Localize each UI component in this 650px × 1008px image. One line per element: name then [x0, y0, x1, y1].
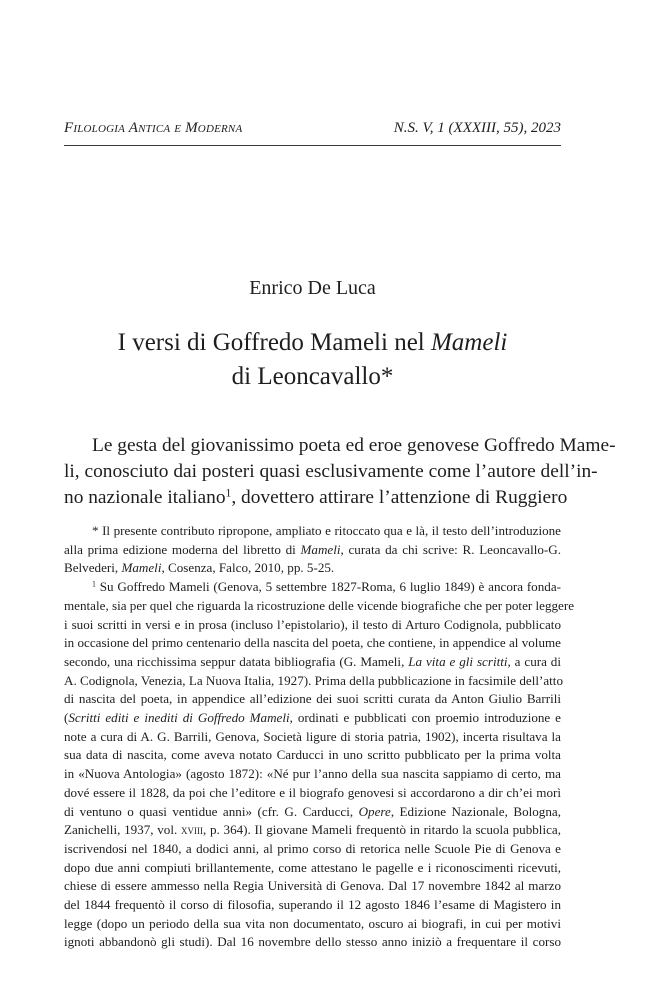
footnote-italic: Scritti editi e inediti di Goffredo Mameli	[68, 710, 290, 726]
footnote-line: note a cura di A. G. Barrili, Genova, Società ligure di storia patria, 1902), incerta risultava la	[64, 728, 561, 744]
footnote-text: , curata da chi scrive: R. Leoncavallo-G.	[340, 541, 561, 557]
footnote-line: legge (dopo un periodo della sua vita non documentato, oscuro ai biografi, in cui per motivi	[64, 915, 561, 931]
footnote-line: sua data di nascita, come aveva notato Carducci in uno scritto pubblicato per la prima volta	[64, 747, 561, 763]
footnote-line: dopo due anni compiuti brillantemente, come attestano le pagelle e i riconoscimenti ricevuti,	[64, 859, 561, 875]
footnote-line	[64, 709, 561, 728]
footnote-italic: Opere	[358, 803, 391, 819]
footnote-text: Zanichelli, 1937, vol.	[64, 822, 181, 838]
footnote-line: A. Codignola, Venezia, La Nuova Italia, 1927). Prima della pubblicazione in facsimile dell’atto	[64, 672, 563, 688]
footnote-italic: La vita e gli scritti	[408, 653, 508, 669]
footnotes	[64, 522, 575, 952]
footnote-ref: 1	[225, 486, 232, 500]
title-italic: Mameli	[430, 329, 508, 356]
body-line	[64, 485, 568, 511]
footnote-line: iscrivendosi nel 1840, a dodici anni, al primo corso di retorica nelle Scuole Pie di Genova e	[64, 840, 561, 856]
body-line: Le gesta del giovanissimo poeta ed eroe genovese Goffredo Mame-	[92, 435, 616, 456]
footnote-line: del 1844 frequentò il corso di filosofia, superando il 12 agosto 1846 l’esame di Magistero in	[64, 897, 561, 913]
footnote-text: alla prima edizione moderna del libretto di	[64, 541, 301, 557]
footnote-text: Su Goffredo Mameli (Genova, 5 settembre 1827-Roma, 6 luglio 1849) è ancora fonda-	[95, 579, 561, 595]
body-line: li, conosciuto dai posteri quasi esclusivamente come l’autore dell’in-	[64, 461, 598, 482]
footnote-text: secondo, una ricchissima seppur datata bibliografia (G. Mameli,	[64, 653, 409, 669]
footnote-text: Belvederi,	[64, 560, 122, 576]
footnote-italic: Mameli	[121, 560, 162, 576]
title-line-1	[64, 326, 561, 360]
footnote-text: , p. 364). Il giovane Mameli frequentò in ritardo la scuola pubblica,	[202, 822, 561, 838]
title-line-2: di Leoncavallo*	[231, 363, 394, 390]
footnote-line	[64, 541, 561, 560]
running-head	[64, 116, 561, 140]
footnote-line: in occasione del primo centenario della nascita del poeta, che contiene, in appendice al volume	[64, 635, 561, 651]
footnote-line: * Il presente contributo ripropone, ampliato e ritoccato qua e là, il testo dell’introduzione	[92, 523, 561, 538]
header-rule	[64, 145, 561, 146]
body-text: no nazionale italiano	[64, 487, 226, 508]
article-title	[64, 326, 561, 394]
footnote-text: , Edizione Nazionale, Bologna,	[390, 803, 561, 819]
title-text: I versi di Goffredo Mameli nel	[117, 329, 431, 356]
footnote-line	[64, 578, 561, 597]
footnote-text: , Cosenza, Falco, 2010, pp. 5-25.	[161, 560, 335, 576]
article-author: Enrico De Luca	[249, 277, 376, 299]
footnote-italic: Mameli	[300, 541, 341, 557]
footnote-line	[64, 559, 561, 578]
footnote-line: ignoti abbandonò gli studi). Dal 16 novembre dello stesso anno iniziò a frequentare il corso	[64, 934, 561, 950]
footnote-line: dové essere il 1828, da poi che l’editore e il biografo genovesi si accordarono a dir ch’ei morì	[64, 784, 561, 800]
footnote-number: 1	[92, 579, 96, 589]
body-paragraph	[64, 433, 616, 511]
footnote-line: chiese di essere ammesso nella Regia Università di Genova. Dal 17 novembre 1842 al marzo	[64, 878, 561, 894]
footnote-text: , ordinati e pubblicati con proemio introduzione e	[289, 710, 561, 726]
footnote-smallcaps: xviii	[180, 822, 203, 838]
footnote-line: mentale, sia per quel che riguarda la ricostruzione delle vicende biografiche che per poter leggere	[64, 597, 575, 613]
footnote-text: di ventuno o quasi ventidue anni» (cfr. G. Carducci,	[64, 803, 359, 819]
footnote-text: , a cura di	[507, 653, 561, 669]
footnote-line: in «Nuova Antologia» (agosto 1872): «Né pur l’anno della sua nascita sappiamo di certo, ma	[64, 766, 561, 782]
footnote-line	[64, 653, 561, 672]
footnote-text: (	[64, 710, 69, 726]
issue-info: N.S. V, 1 (XXXIII, 55), 2023	[393, 120, 561, 136]
body-text: , dovettero attirare l’attenzione di Ruggiero	[231, 487, 568, 508]
journal-title: Filologia Antica e Moderna	[64, 120, 243, 136]
footnote-line	[64, 803, 561, 822]
footnote-line: di nascita del poeta, in appendice all’edizione dei suoi scritti curata da Anton Giulio Barrili	[64, 691, 561, 707]
footnote-line: i suoi scritti in versi e in prosa (incluso l’epistolario), il testo di Arturo Codignola, pubblicato	[64, 616, 561, 632]
footnote-line	[64, 821, 561, 840]
